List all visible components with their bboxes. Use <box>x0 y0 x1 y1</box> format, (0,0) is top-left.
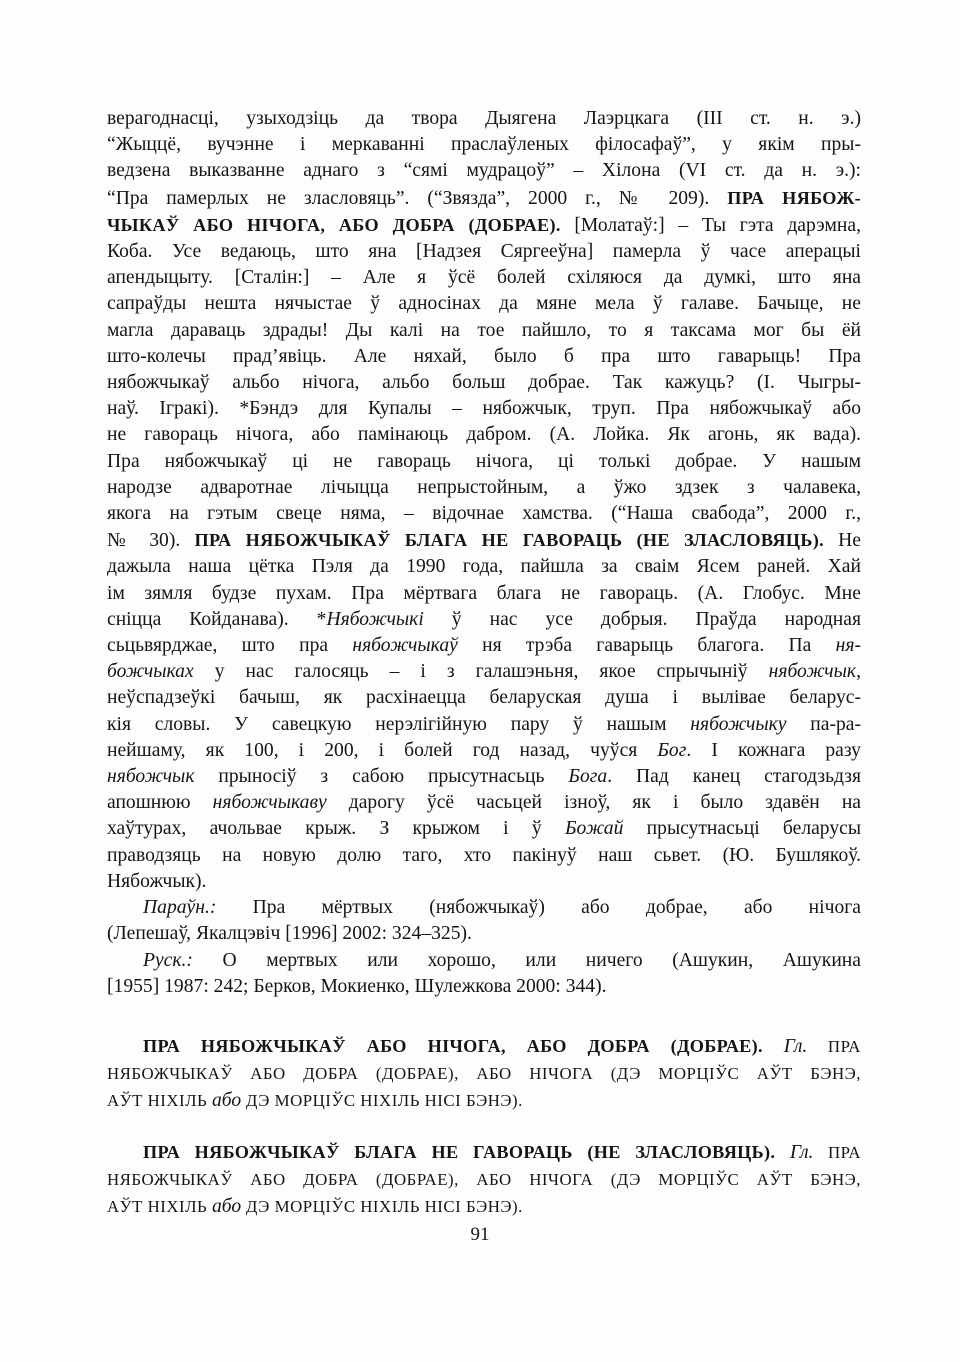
body-text: дажыла наша цётка Пэля да 1990 года, пайшла за сваім Ясем раней. Хай <box>107 556 861 578</box>
body-text: прыносіў з сабою прысутнасьць <box>194 766 569 788</box>
entry-main-paragraphs <box>107 106 861 1000</box>
body-text: Пра мёртвых (нябожчыкаў) або добрае, або нічога <box>216 897 861 919</box>
text-line <box>107 132 861 158</box>
text-line <box>107 816 861 842</box>
body-text: кія словы. У савецкую нерэлігійную пару ў нашым <box>107 713 691 735</box>
small-caps-text: НЯБОЖЧЫКАЎ АБО ДОБРА (ДОБРАЕ), АБО НІЧОГА (ДЭ МОРЦІЎС АЎТ БЭНЭ, <box>107 1169 861 1189</box>
body-text: ня трэба гаварыць благога. Па <box>457 635 836 657</box>
body-text <box>775 1142 790 1163</box>
body-text: , <box>856 661 861 683</box>
text-line <box>107 607 861 633</box>
italic-text: або <box>211 1195 242 1217</box>
body-text: ў нас усе добрыя. Праўда народная <box>423 608 861 630</box>
body-text: прысутнасьці беларусы <box>623 818 861 840</box>
body-text: сніцца Койданава). * <box>107 608 327 630</box>
body-text: ведзена выказванне аднаго з “сямі мудрацоў” – Хілона (VI ст. да н. э.): <box>107 160 861 182</box>
text-line <box>107 921 861 947</box>
text-line <box>107 738 861 764</box>
italic-text: нябожчыкаву <box>212 792 327 814</box>
body-text: Не <box>823 530 862 552</box>
text-line <box>107 974 861 1000</box>
italic-text: Божай <box>564 818 624 840</box>
body-text: Пра нябожчыкаў ці не гавораць нічога, ці толькі добрае. У нашым <box>107 450 861 472</box>
text-line <box>107 527 861 554</box>
headword-bold-text: ПРА НЯБОЖ- <box>727 187 861 208</box>
italic-text: нябожчыкаў <box>352 635 458 657</box>
text-line <box>107 685 861 711</box>
text-line <box>107 396 861 422</box>
text-line <box>107 712 861 738</box>
body-text: хаўтурах, ачольвае крыж. З крыжом і ў <box>107 818 565 840</box>
body-text: сапраўды нешта нячыстае ў адносінах да мяне мела ў галаве. Бачыце, не <box>107 293 861 315</box>
headword-bold-text: ЧЫКАЎ АБО НІЧОГА, АБО ДОБРА (ДОБРАЕ). <box>107 214 561 235</box>
cross-reference-2 <box>107 1139 861 1220</box>
text-line <box>107 185 861 212</box>
headword-bold-text: ПРА НЯБОЖЧЫКАЎ БЛАГА НЕ ГАВОРАЦЬ (НЕ ЗЛАСЛОВЯЦЬ). <box>194 530 824 551</box>
text-line <box>107 1087 861 1114</box>
italic-text: Гл. <box>789 1141 814 1163</box>
text-line <box>107 158 861 184</box>
body-text: наў. Ігракі). *Бэндэ для Купалы – нябожчык, труп. Пра нябожчыкаў або <box>107 398 861 420</box>
text-line <box>107 554 861 580</box>
cross-reference-1 <box>107 1033 861 1114</box>
body-text: О мертвых или хорошо, или ничего (Ашукин, Ашукина <box>192 949 861 971</box>
small-caps-text: ДЭ МОРЦІЎС НІХІЛЬ НІСІ БЭНЭ). <box>241 1196 523 1216</box>
body-text: дарогу ўсё часьцей ізноў, як і было здавён на <box>326 792 862 814</box>
body-text: (Лепешаў, Якалцэвіч [1996] 2002: 324–325). <box>107 923 472 945</box>
body-text: народзе адваротнае лічыцца непрыстойным, а ўжо здзек з чалавека, <box>107 476 861 498</box>
italic-text: Нябожчыкі <box>326 608 424 630</box>
italic-text: Руск.: <box>143 949 193 971</box>
body-text: у нас галосяць – і з галашэньня, якое спрычыніў <box>193 661 769 683</box>
body-text: . Пад канец стагодзьдзя <box>607 766 861 788</box>
text-line <box>107 790 861 816</box>
body-text: апошнюю <box>107 792 213 814</box>
headword-bold-text: ПРА НЯБОЖЧЫКАЎ АБО НІЧОГА, АБО ДОБРА (ДОБРАЕ). <box>143 1035 763 1056</box>
text-line <box>107 843 861 869</box>
italic-text: нябожчык <box>107 766 195 788</box>
text-line <box>107 895 861 921</box>
small-caps-text: ДЭ МОРЦІЎС НІХІЛЬ НІСІ БЭНЭ). <box>241 1090 523 1110</box>
page-number: 91 <box>470 1224 490 1245</box>
text-line <box>107 318 861 344</box>
body-text: № 30). <box>107 530 195 552</box>
body-text: ім зямля будзе пухам. Пра мёртвага блага не гавораць. (А. Глобус. Мне <box>107 582 861 604</box>
small-caps-text: НЯБОЖЧЫКАЎ АБО ДОБРА (ДОБРАЕ), АБО НІЧОГА (ДЭ МОРЦІЎС АЎТ БЭНЭ, <box>107 1063 861 1083</box>
italic-text: ня- <box>835 635 861 657</box>
text-line <box>107 291 861 317</box>
text-line <box>107 1139 861 1166</box>
text-line <box>107 1193 861 1220</box>
small-caps-text: ПРА <box>807 1036 861 1056</box>
italic-text: нябожчыку <box>690 713 787 735</box>
small-caps-text: АЎТ НІХІЛЬ <box>107 1090 212 1110</box>
italic-text: божчыках <box>107 661 194 683</box>
body-text: праводзяць на новую долю таго, хто пакінуў наш сьвет. (Ю. Бушлякоў. <box>107 844 861 866</box>
body-text: верагоднасці, узыходзіць да твора Дыягена Лаэрцкага (III ст. н. э.) <box>107 108 861 129</box>
text-line <box>107 501 861 527</box>
text-line <box>107 370 861 396</box>
body-text: па-ра- <box>786 713 861 735</box>
italic-text: або <box>211 1089 242 1111</box>
text-line <box>107 239 861 265</box>
italic-text: Бога <box>568 766 608 788</box>
small-caps-text: ПРА <box>813 1142 861 1162</box>
body-text: нейшаму, як 100, і 200, і болей год назад, чуўся <box>107 739 658 761</box>
body-text: нябожчыкаў альбо нічога, альбо больш добрае. Так кажуць? (І. Чыгры- <box>107 372 861 394</box>
body-text: Коба. Усе ведаюць, што яна [Надзея Сяргееўна] памерла ў часе аперацыі <box>107 241 861 263</box>
text-line <box>107 1060 861 1087</box>
body-text: “Пра памерлых не зласловяць”. (“Звязда”, 2000 г., № 209). <box>107 187 728 209</box>
page-text <box>107 106 861 1220</box>
text-line <box>107 265 861 291</box>
italic-text: нябожчык <box>768 661 857 683</box>
text-line <box>107 106 861 132</box>
italic-text: Параўн.: <box>143 897 217 919</box>
text-line <box>107 581 861 607</box>
headword-bold-text: ПРА НЯБОЖЧЫКАЎ БЛАГА НЕ ГАВОРАЦЬ (НЕ ЗЛАСЛОВЯЦЬ). <box>143 1141 776 1162</box>
text-line <box>107 1166 861 1193</box>
text-line <box>107 869 861 895</box>
body-text: “Жыццё, вучэнне і меркаванні праслаўленых філосафаў”, у якім пры- <box>107 134 861 156</box>
text-line <box>107 764 861 790</box>
body-text: [Молатаў:] – Ты гэта дарэмна, <box>560 214 861 236</box>
text-line <box>107 449 861 475</box>
body-text <box>763 1036 784 1057</box>
text-line <box>107 475 861 501</box>
body-text: сьцьвярджае, што пра <box>107 635 353 657</box>
body-text: Нябожчык). <box>107 870 207 892</box>
italic-text: Бог <box>657 739 687 761</box>
body-text: [1955] 1987: 242; Берков, Мокиенко, Шулежкова 2000: 344). <box>107 975 607 997</box>
text-line <box>107 659 861 685</box>
body-text: якога на гэтым свеце няма, – відочнае хамства. (“Наша свабода”, 2000 г., <box>107 503 861 525</box>
text-line <box>107 633 861 659</box>
small-caps-text: АЎТ НІХІЛЬ <box>107 1196 212 1216</box>
body-text: . І кожнага разу <box>686 739 861 761</box>
body-text: што-колечы прад’явіць. Але няхай, было б пра што гаварыць! Пра <box>107 345 861 367</box>
body-text: апендыцыту. [Сталін:] – Але я ўсё болей схіляюся да думкі, што яна <box>107 267 861 289</box>
text-line <box>107 212 861 239</box>
text-line <box>107 948 861 974</box>
text-line <box>107 1033 861 1060</box>
text-line <box>107 344 861 370</box>
body-text: магла дараваць здрады! Ды калі на тое пайшло, то я таксама мог бы ёй <box>107 319 861 341</box>
body-text: не гавораць нічога, або памінаюць дабром. (А. Лойка. Як агонь, як вада). <box>107 424 861 446</box>
italic-text: Гл. <box>783 1035 808 1057</box>
text-line <box>107 422 861 448</box>
body-text: неўспадзеўкі бачыш, як расхінаецца беларуская душа і вылівае беларус- <box>107 687 861 709</box>
